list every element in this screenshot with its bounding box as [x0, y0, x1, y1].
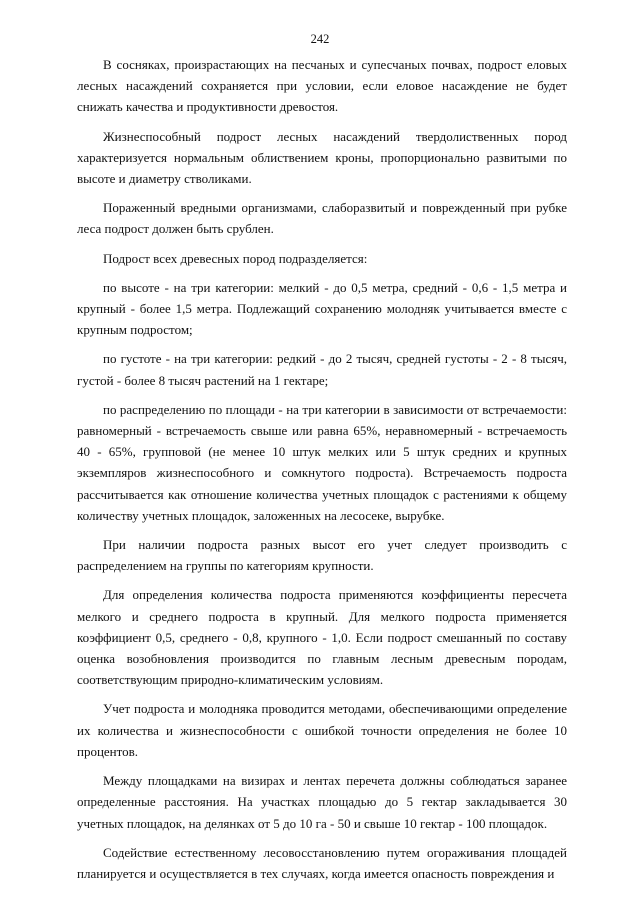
- paragraph: по густоте - на три категории: редкий - до 2 тысяч, средней густоты - 2 - 8 тысяч, густой - более 8 тысяч растений на 1 гектаре;: [77, 351, 567, 388]
- paragraph: Жизнеспособный подрост лесных насаждений твердолиственных пород характеризуется нормальным облиствением кроны, пропорционально развитыми по высоте и диаметру стволиками.: [77, 128, 567, 187]
- page-number: 242: [310, 32, 330, 46]
- paragraph: по распределению по площади - на три категории в зависимости от встречаемости: равномерный - встречаемость свыше или равна 65%, неравномерный - встречаемость 40 - 65%, групповой (не менее 10 штук мелких или 5 штук средних и крупных экземпляров жизнеспособного и сомкнутого подроста). Встречаемость подроста рассчитывается как отношение количества учетных площадок с растениями к общему количеству учетных площадок, заложенных на лесосеке, вырубке.: [77, 401, 567, 523]
- paragraph: Пораженный вредными организмами, слаборазвитый и поврежденный при рубке леса подрост должен быть срублен.: [77, 200, 567, 237]
- paragraph: В сосняках, произрастающих на песчаных и супесчаных почвах, подрост еловых лесных насаждений сохраняется при условии, если еловое насаждение не будет снижать качества и продуктивности древостоя.: [77, 57, 567, 115]
- paragraph: Для определения количества подроста применяются коэффициенты пересчета мелкого и среднего подроста в крупный. Для мелкого подроста применяется коэффициент 0,5, среднего - 0,8, крупного - 1,0. Если подрост смешанный по составу оценка возобновления производится по главным лесным древесным породам, соответствующим природно-климатическим условиям.: [77, 587, 567, 688]
- paragraph: При наличии подроста разных высот его учет следует производить с распределением на группы по категориям крупности.: [77, 537, 567, 574]
- paragraph: Между площадками на визирах и лентах перечета должны соблюдаться заранее определенные расстояния. На участках площадью до 5 гектар закладывается 30 учетных площадок, на делянках от 5 до 10 га - 50 и свыше 10 гектар - 100 площадок.: [77, 773, 567, 831]
- paragraph: Подрост всех древесных пород подразделяется:: [103, 250, 368, 266]
- paragraph: Содействие естественному лесовосстановлению путем огораживания площадей планируется и осуществляется в тех случаях, когда имеется опасность повреждения и: [77, 844, 567, 881]
- body-text: [77, 54, 567, 892]
- paragraph: Учет подроста и молодняка проводится методами, обеспечивающими определение их количества и жизнеспособности с ошибкой точности определения не более 10 процентов.: [77, 701, 567, 759]
- paragraph: по высоте - на три категории: мелкий - до 0,5 метра, средний - 0,6 - 1,5 метра и крупный - более 1,5 метра. Подлежащий сохранению молодняк учитывается вместе с крупным подростом;: [77, 279, 567, 338]
